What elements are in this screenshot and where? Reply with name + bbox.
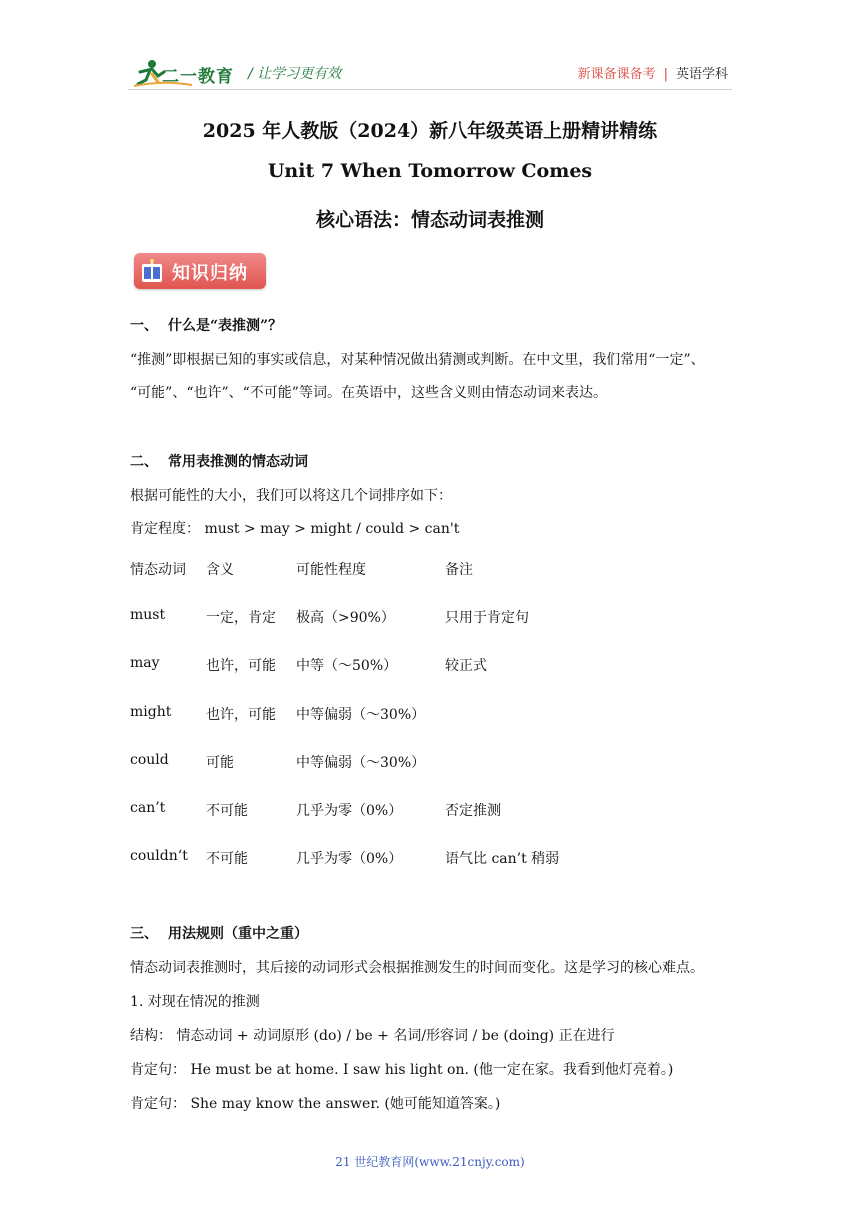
table-cell: 只用于肯定句	[445, 610, 529, 626]
doc-title: 2025 年人教版（2024）新八年级英语上册精讲精练	[202, 120, 658, 142]
logo-text: 二一教育	[162, 67, 234, 87]
unit-title: Unit 7 When Tomorrow Comes	[267, 160, 593, 182]
example-sentence: 肯定句： She may know the answer. (她可能知道答案。)	[130, 1096, 501, 1112]
section3-intro: 情态动词表推测时，其后接的动词形式会根据推测发生的时间而变化。这是学习的核心难点。	[130, 960, 704, 976]
table-cell: must	[130, 607, 166, 623]
page-header	[128, 56, 732, 92]
table-cell: 语气比 can’t 稍弱	[445, 851, 560, 867]
table-cell: 可能	[206, 755, 234, 771]
table-header-cell: 备注	[445, 562, 473, 578]
table-cell: 中等偏弱（～30%）	[296, 707, 426, 723]
table-cell: 几乎为零（0%）	[296, 851, 403, 867]
table-cell: 几乎为零（0%）	[296, 803, 403, 819]
table-cell: 不可能	[206, 851, 248, 867]
table-cell: 中等偏弱（～30%）	[296, 755, 426, 771]
section2-heading	[130, 451, 308, 471]
example-sentence: 肯定句： He must be at home. I saw his light on. (他一定在家。我看到他灯亮着。)	[130, 1062, 674, 1078]
section3-heading	[130, 923, 308, 943]
page-footer: 21 世纪教育网(www.21cnjy.com)	[335, 1155, 525, 1169]
course-label: 新课备课备考	[577, 67, 656, 82]
table-cell: 一定，肯定	[206, 610, 276, 626]
section3-subheading: 1. 对现在情况的推测	[130, 994, 260, 1010]
structure-line: 结构： 情态动词 + 动词原形 (do) / be + 名词/形容词 / be (doing) 正在进行	[130, 1028, 615, 1044]
book-icon	[140, 258, 164, 284]
section1-paragraph-line1: “推测”即根据已知的事实或信息，对某种情况做出猜测或判断。在中文里，我们常用“一定”、	[130, 352, 705, 368]
table-cell: 不可能	[206, 803, 248, 819]
section1-number: 一、	[130, 318, 158, 334]
table-cell: might	[130, 704, 172, 720]
header-right	[578, 63, 728, 82]
subject-label: 英语学科	[675, 67, 728, 82]
table-cell: 也许，可能	[206, 707, 276, 723]
section1-title: 什么是“表推测”？	[168, 318, 283, 334]
table-header-cell: 情态动词	[130, 562, 186, 578]
badge-label: 知识归纳	[172, 263, 248, 284]
header-separator: |	[663, 67, 668, 82]
table-cell: 较正式	[445, 658, 487, 674]
header-divider	[128, 89, 732, 90]
section2-intro: 根据可能性的大小，我们可以将这几个词排序如下：	[130, 488, 452, 504]
section3-title: 用法规则（重中之重）	[168, 926, 308, 942]
table-cell: can’t	[130, 800, 166, 816]
section3-number: 三、	[130, 926, 158, 942]
table-cell: 否定推测	[445, 803, 501, 819]
table-cell: 极高（>90%）	[296, 610, 395, 626]
certainty-order: 肯定程度： must > may > might / could > can't	[130, 521, 460, 537]
section1-heading	[130, 315, 282, 335]
section2-number: 二、	[130, 454, 158, 470]
table-cell: may	[130, 655, 160, 671]
table-cell: could	[130, 752, 169, 768]
section2-title: 常用表推测的情态动词	[168, 454, 308, 470]
table-cell: 也许，可能	[206, 658, 276, 674]
table-cell: couldn‘t	[130, 848, 188, 864]
topic-title: 核心语法：情态动词表推测	[315, 209, 544, 231]
slogan: / 让学习更有效	[248, 66, 342, 82]
section1-paragraph-line2: “可能”、“也许”、“不可能”等词。在英语中，这些含义则由情态动词来表达。	[130, 385, 607, 401]
table-header-cell: 可能性程度	[296, 562, 366, 578]
knowledge-badge	[134, 253, 266, 289]
table-header-cell: 含义	[206, 562, 234, 578]
table-cell: 中等（～50%）	[296, 658, 398, 674]
